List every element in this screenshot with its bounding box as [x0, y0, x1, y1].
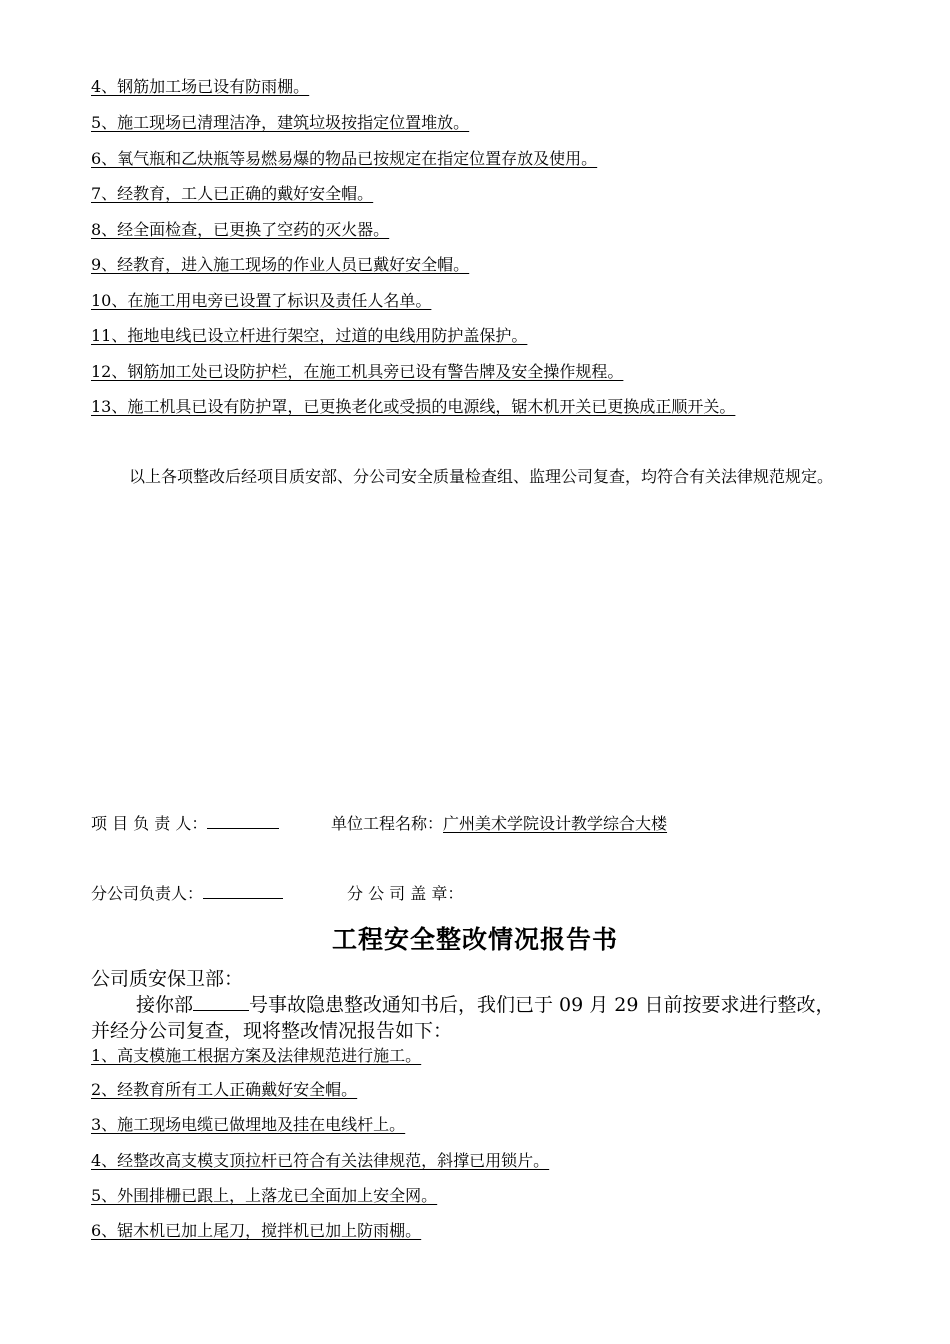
list-item: 1、高支模施工根据方案及法律规范进行施工。 — [91, 1046, 422, 1065]
list-item: 5、外围排栅已跟上，上落龙已全面加上安全网。 — [91, 1186, 438, 1205]
report-title: 工程安全整改情况报告书 — [331, 925, 618, 954]
list-item: 11、拖地电线已设立杆进行架空，过道的电线用防护盖保护。 — [91, 326, 528, 345]
list-item: 12、钢筋加工处已设防护栏，在施工机具旁已设有警告牌及安全操作规程。 — [91, 362, 624, 381]
list-item: 8、经全面检查，已更换了空药的灭火器。 — [91, 220, 390, 239]
project-leader-label: 项 目 负 责 人： — [91, 814, 208, 833]
list-item: 5、施工现场已清理洁净，建筑垃圾按指定位置堆放。 — [91, 113, 470, 132]
list-item: 6、氧气瓶和乙炔瓶等易燃易爆的物品已按规定在指定位置存放及使用。 — [91, 149, 598, 168]
list-item: 4、经整改高支模支顶拉杆已符合有关法律规范，斜撑已用锁片。 — [91, 1151, 550, 1170]
list-item: 4、钢筋加工场已设有防雨棚。 — [91, 77, 310, 96]
branch-leader-label: 分公司负责人： — [91, 884, 204, 903]
list-item: 2、经教育所有工人正确戴好安全帽。 — [91, 1080, 358, 1099]
project-leader-field — [91, 813, 279, 835]
addressee: 公司质安保卫部： — [91, 968, 244, 990]
branch-seal-field — [347, 883, 463, 905]
list-item: 3、施工现场电缆已做埋地及挂在电线杆上。 — [91, 1115, 406, 1134]
branch-leader-field — [91, 883, 283, 905]
notice-number-blank — [193, 992, 249, 1011]
list-item: 9、经教育，进入施工现场的作业人员已戴好安全帽。 — [91, 255, 470, 274]
unit-project-value: 广州美术学院设计教学综合大楼 — [443, 814, 668, 833]
report-intro — [91, 992, 851, 1044]
list-item: 7、经教育，工人已正确的戴好安全帽。 — [91, 184, 374, 203]
unit-project-field — [331, 813, 667, 835]
project-leader-blank — [207, 814, 279, 829]
list-item: 10、在施工用电旁已设置了标识及责任人名单。 — [91, 291, 432, 310]
branch-leader-blank — [203, 884, 283, 899]
intro-before: 接你部 — [136, 994, 194, 1016]
summary-paragraph: 以上各项整改后经项目质安部、分公司安全质量检查组、监理公司复查，均符合有关法律规范规定。 — [129, 467, 834, 486]
intro-after: 号事故隐患整改通知书后，我们已于 09 月 29 日前按要求进行整改，并经分公司复查，现将整改情况报告如下： — [91, 994, 835, 1042]
list-item: 6、锯木机已加上尾刀，搅拌机已加上防雨棚。 — [91, 1221, 422, 1240]
branch-seal-label: 分 公 司 盖 章： — [347, 884, 464, 903]
list-item: 13、施工机具已设有防护罩，已更换老化或受损的电源线，锯木机开关已更换成正顺开关。 — [91, 397, 736, 416]
unit-project-label: 单位工程名称： — [331, 814, 444, 833]
